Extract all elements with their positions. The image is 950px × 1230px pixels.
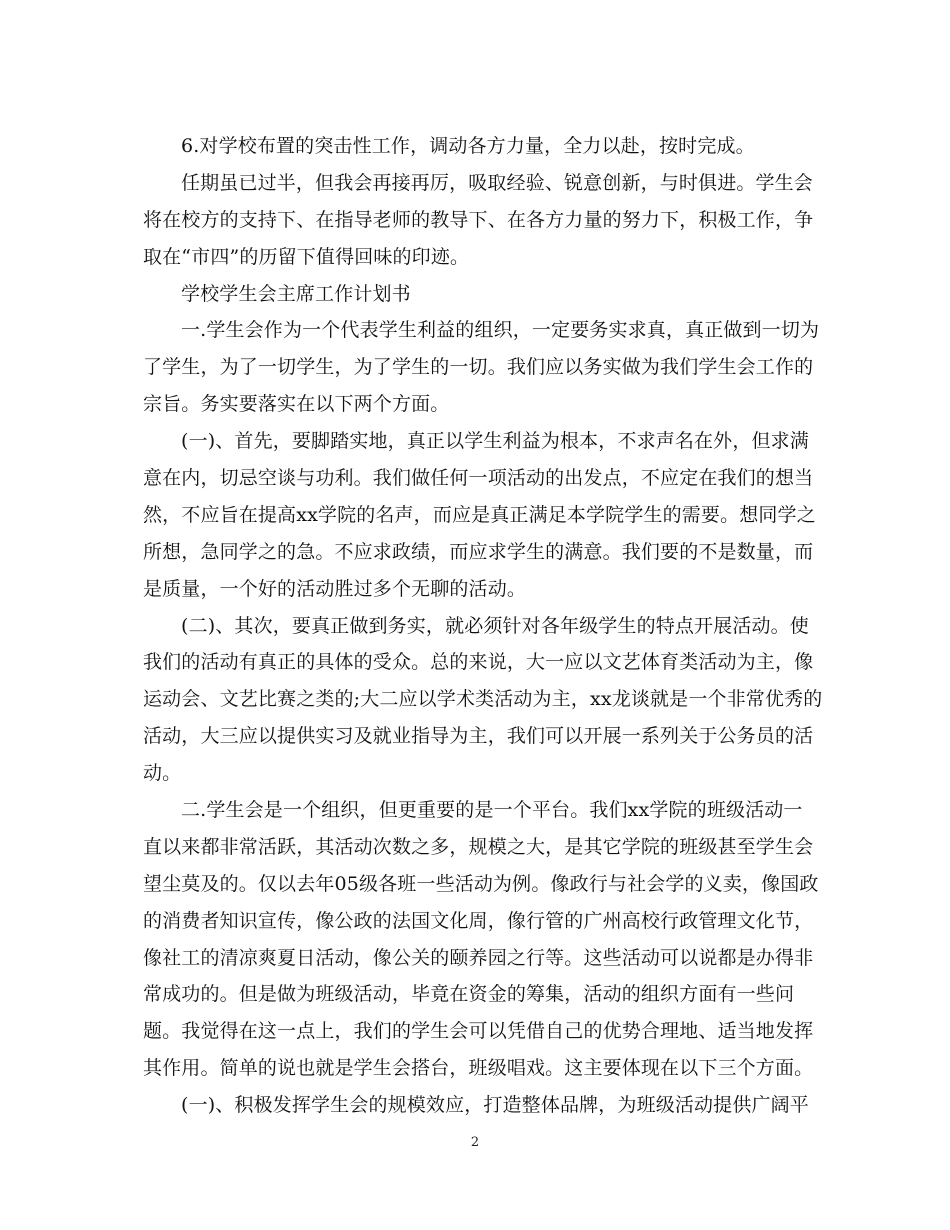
text-line: 我们的活动有真正的具体的受众。总的来说，大一应以文艺体育类活动为主，像 (143, 651, 814, 674)
text-line: 其作用。简单的说也就是学生会搭台，班级唱戏。这主要体现在以下三个方面。 (143, 1057, 814, 1080)
text-line: 任期虽已过半，但我会再接再厉，吸取经验、锐意创新，与时俱进。学生会 (181, 171, 813, 194)
page-number: 2 (470, 1135, 480, 1150)
text-line: 的消费者知识宣传，像公政的法国文化周，像行管的广州高校行政管理文化节， (143, 909, 814, 932)
text-line: 运动会、文艺比赛之类的;大二应以学术类活动为主，xx龙谈就是一个非常优秀的 (143, 688, 823, 711)
text-line: 了学生，为了一切学生，为了学生的一切。我们应以务实做为我们学生会工作的 (143, 356, 814, 379)
text-line: 望尘莫及的。仅以去年05级各班一些活动为例。像政行与社会学的义卖，像国政 (143, 872, 819, 895)
text-line: (二)、其次，要真正做到务实，就必须针对各年级学生的特点开展活动。使 (181, 614, 809, 637)
text-line: 意在内，切忌空谈与功利。我们做任何一项活动的出发点，不应定在我们的想当 (143, 467, 814, 490)
document-body (143, 128, 823, 1124)
text-line: 宗旨。务实要落实在以下两个方面。 (143, 393, 450, 416)
text-line: 二.学生会是一个组织，但更重要的是一个平台。我们xx学院的班级活动一 (181, 799, 803, 822)
text-line: (一)、积极发挥学生会的规模效应，打造整体品牌，为班级活动提供广阔平 (181, 1094, 809, 1117)
text-line: 然，不应旨在提高xx学院的名声，而应是真正满足本学院学生的需要。想同学之 (143, 503, 816, 526)
text-line: 动。 (143, 762, 182, 785)
text-line: 常成功的。但是做为班级活动，毕竟在资金的筹集，活动的组织方面有一些问 (143, 983, 795, 1006)
text-line: 像社工的清凉爽夏日活动，像公关的颐养园之行等。这些活动可以说都是办得非 (143, 946, 814, 969)
text-line: 活动，大三应以提供实习及就业指导为主，我们可以开展一系列关于公务员的活 (143, 725, 814, 748)
text-line: 是质量，一个好的活动胜过多个无聊的活动。 (143, 577, 527, 600)
text-line: 题。我觉得在这一点上，我们的学生会可以凭借自己的优势合理地、适当地发挥 (143, 1020, 814, 1043)
text-line: 6.对学校布置的突击性工作，调动各方力量，全力以赴，按时完成。 (181, 135, 755, 157)
text-line: 一.学生会作为一个代表学生利益的组织，一定要务实求真，真正做到一切为 (181, 319, 820, 342)
section-heading: 学校学生会主席工作计划书 (181, 282, 411, 305)
text-line: 取在“市四”的历留下值得回味的印迹。 (143, 245, 470, 268)
text-line: (一)、首先，要脚踏实地，真正以学生利益为根本，不求声名在外，但求满 (181, 430, 809, 453)
text-line: 直以来都非常活跃，其活动次数之多，规模之大，是其它学院的班级甚至学生会 (143, 835, 814, 858)
text-line: 所想，急同学之的急。不应求政绩，而应求学生的满意。我们要的不是数量，而 (143, 540, 814, 563)
text-line: 将在校方的支持下、在指导老师的教导下、在各方力量的努力下，积极工作，争 (143, 208, 814, 231)
